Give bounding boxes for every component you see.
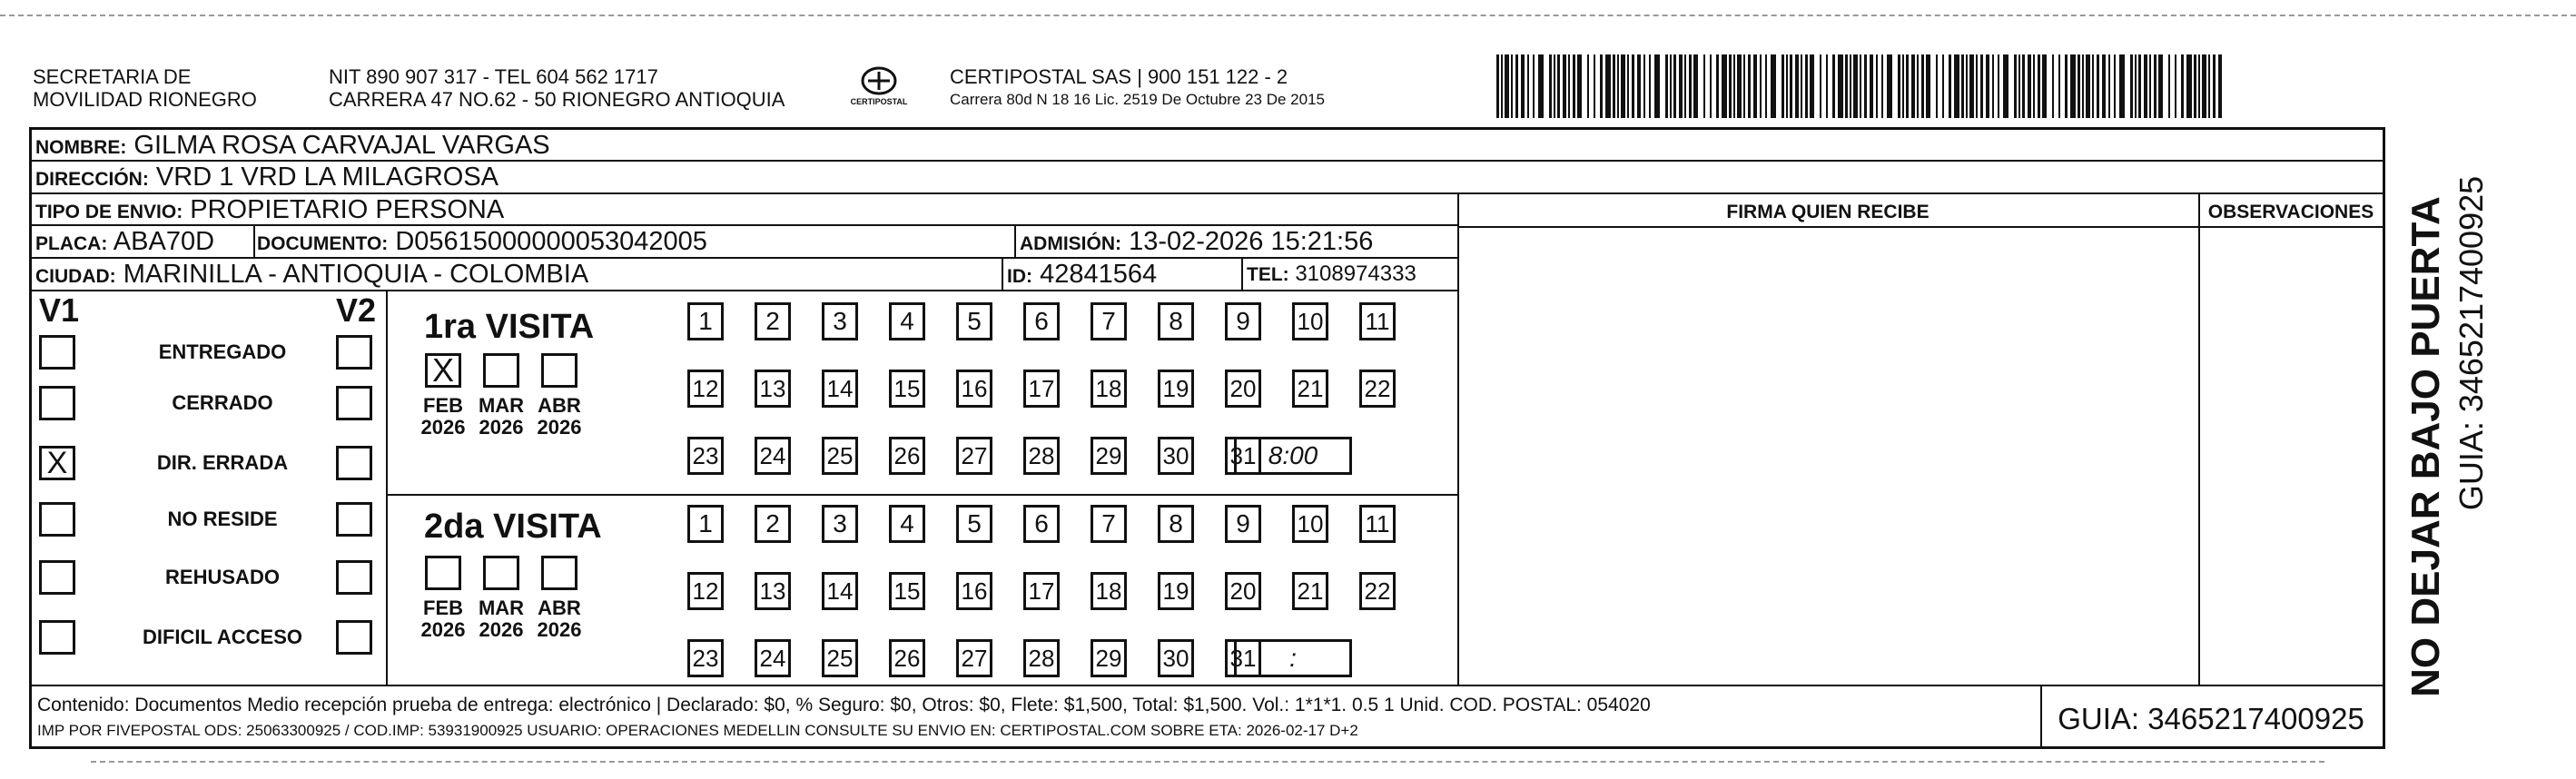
barcode-bar: [2154, 54, 2157, 118]
barcode-bar: [2208, 54, 2210, 118]
barcode-bar: [1801, 54, 1802, 118]
month-checkbox[interactable]: [541, 556, 577, 590]
day-box[interactable]: 7: [1091, 302, 1127, 340]
day-box[interactable]: 31: [1225, 437, 1261, 475]
month-label: [476, 597, 527, 641]
day-box[interactable]: 23: [687, 437, 724, 475]
day-box[interactable]: 11: [1359, 505, 1396, 543]
barcode-bar: [1771, 54, 1776, 118]
barcode-bar: [1753, 54, 1757, 118]
day-box[interactable]: 4: [889, 505, 925, 543]
day-box[interactable]: 28: [1023, 639, 1060, 677]
day-box[interactable]: 1: [687, 302, 724, 340]
month-year: 2026: [537, 618, 582, 641]
month-check-mark: X: [431, 351, 454, 389]
v2-checkbox[interactable]: [336, 620, 372, 655]
barcode-bar: [2097, 54, 2099, 118]
month-label: [534, 395, 585, 439]
barcode-bar: [1554, 54, 1555, 118]
barcode-bar: [1966, 54, 1968, 118]
barcode-bar: [2119, 54, 2125, 118]
barcode-bar: [1549, 54, 1552, 118]
barcode-bar: [2038, 54, 2040, 118]
day-box[interactable]: 15: [889, 572, 925, 610]
day-box[interactable]: 17: [1023, 572, 1060, 610]
barcode-bar: [1670, 54, 1672, 118]
barcode-bar: [1679, 54, 1683, 118]
day-box[interactable]: 29: [1091, 639, 1127, 677]
barcode-bar: [2058, 54, 2060, 118]
month-name: FEB: [423, 394, 463, 417]
barcode-bar: [1743, 54, 1745, 118]
status-label: DIFICIL ACCESO: [142, 626, 302, 648]
day-box[interactable]: 30: [1158, 639, 1194, 677]
divider-placa-doc: [253, 226, 255, 259]
certipostal-logo: [834, 65, 924, 113]
barcode-bar: [1613, 54, 1615, 118]
month-year: 2026: [479, 416, 524, 439]
divider-ciudad-id: [1002, 259, 1003, 291]
barcode-bar: [1649, 54, 1651, 118]
barcode-bar: [2102, 54, 2106, 118]
v1-checkbox[interactable]: [39, 560, 75, 595]
tipo-value: PROPIETARIO PERSONA: [190, 195, 505, 224]
barcode-bar: [1515, 54, 1518, 118]
day-box[interactable]: 19: [1158, 572, 1194, 610]
status-label: ENTREGADO: [158, 340, 287, 363]
tel-value: 3108974333: [1295, 261, 1416, 286]
footer-guia: GUIA: 3465217400925: [2058, 702, 2364, 735]
barcode-bar: [2078, 54, 2080, 118]
divider-checklist: [386, 291, 388, 685]
month-checkbox[interactable]: [483, 353, 519, 388]
nombre-label: NOMBRE:: [35, 137, 127, 158]
barcode-bar: [1505, 54, 1509, 118]
day-box[interactable]: 18: [1091, 370, 1127, 408]
placa-label: PLACA:: [35, 233, 108, 254]
barcode-bar: [2108, 54, 2110, 118]
day-box[interactable]: 27: [956, 437, 992, 475]
barcode-bar: [1870, 54, 1873, 118]
month-name: ABR: [538, 394, 581, 417]
barcode-bar: [1568, 54, 1570, 118]
barcode-bar: [1573, 54, 1575, 118]
barcode-bar: [1521, 54, 1525, 118]
tipo-label: TIPO DE ENVIO:: [35, 202, 183, 222]
direccion-label: DIRECCIÓN:: [35, 169, 149, 190]
observaciones-label: OBSERVACIONES: [2207, 202, 2374, 222]
barcode-bar: [1496, 54, 1499, 118]
issuer-line1: SECRETARIA DE: [33, 65, 192, 88]
time-box[interactable]: :: [1234, 639, 1352, 677]
day-box[interactable]: 21: [1292, 572, 1328, 610]
barcode-bar: [1845, 54, 1848, 118]
barcode-bar: [1887, 54, 1892, 118]
month-checkbox[interactable]: [541, 353, 577, 388]
barcode-bar: [1786, 54, 1788, 118]
barcode-bar: [2070, 54, 2076, 118]
barcode: [1496, 54, 2234, 118]
admision-label: ADMISIÓN:: [1020, 233, 1121, 254]
day-box[interactable]: 13: [755, 370, 791, 408]
barcode-bar: [2003, 54, 2008, 118]
day-box[interactable]: 2: [755, 302, 791, 340]
barcode-bar: [1737, 54, 1742, 118]
day-box[interactable]: 2: [755, 505, 791, 543]
ciudad-label: CIUDAD:: [35, 266, 116, 287]
barcode-bar: [1986, 54, 1989, 118]
day-box[interactable]: 15: [889, 370, 925, 408]
barcode-bar: [1921, 54, 1924, 118]
barcode-bar: [1538, 54, 1544, 118]
v2-checkbox[interactable]: [336, 386, 372, 420]
row-direccion: [32, 162, 2383, 194]
barcode-bar: [1860, 54, 1861, 118]
v1-checkbox[interactable]: [39, 502, 75, 537]
nit-line2: CARRERA 47 NO.62 - 50 RIONEGRO ANTIOQUIA: [329, 88, 785, 111]
barcode-bar: [1826, 54, 1828, 118]
logo-text: CERTIPOSTAL: [850, 97, 908, 106]
direccion-value: VRD 1 VRD LA MILAGROSA: [155, 163, 499, 192]
v2-checkbox[interactable]: [336, 560, 372, 595]
barcode-bar: [1850, 54, 1851, 118]
day-box[interactable]: 8: [1158, 302, 1194, 340]
barcode-bar: [2158, 54, 2163, 118]
barcode-bar: [1729, 54, 1732, 118]
day-box[interactable]: 9: [1225, 302, 1261, 340]
barcode-bar: [1689, 54, 1692, 118]
v1-label: V1: [39, 291, 80, 329]
barcode-bar: [2033, 54, 2035, 118]
divider-visits: [386, 494, 1457, 496]
ciudad-value: MARINILLA - ANTIOQUIA - COLOMBIA: [123, 260, 589, 289]
day-box[interactable]: 9: [1225, 505, 1261, 543]
barcode-bar: [1665, 54, 1668, 118]
day-box[interactable]: 1: [687, 505, 724, 543]
second-visit-title: 2da VISITA: [424, 508, 602, 546]
day-box[interactable]: 22: [1359, 370, 1396, 408]
v2-label: V2: [336, 291, 377, 329]
day-box[interactable]: 7: [1091, 505, 1127, 543]
barcode-bar: [1684, 54, 1686, 118]
divider-id-tel: [1241, 259, 1243, 291]
month-label: [418, 597, 469, 641]
id-field: [1007, 259, 1157, 292]
barcode-bar: [1810, 54, 1814, 118]
day-box[interactable]: 30: [1158, 437, 1194, 475]
barcode-bar: [1632, 54, 1634, 118]
carrier-line2: Carrera 80d N 18 16 Lic. 2519 De Octubre 23 De 2015: [950, 91, 1325, 108]
day-box[interactable]: 21: [1292, 370, 1328, 408]
barcode-bar: [1621, 54, 1625, 118]
day-box[interactable]: 31: [1225, 639, 1261, 677]
day-box[interactable]: 10: [1292, 302, 1328, 340]
month-name: MAR: [478, 597, 525, 619]
barcode-bar: [1693, 54, 1698, 118]
month-checkbox[interactable]: [425, 556, 461, 590]
barcode-bar: [1898, 54, 1900, 118]
barcode-bar: [1838, 54, 1843, 118]
barcode-bar: [2082, 54, 2084, 118]
barcode-bar: [1820, 54, 1821, 118]
v2-checkbox[interactable]: [336, 335, 372, 370]
footer-content: Contenido: Documentos Medio recepción prueba de entrega: electrónico | Declarado: $0, % Seguro: $0, Otros: $0, Flete: $1,500, Total: $1,500. Vol.: 1*1*1. 0.5 1 Unid. COD. POSTAL: 054020: [37, 695, 1651, 715]
barcode-bar: [2144, 54, 2147, 118]
day-box[interactable]: 24: [755, 639, 791, 677]
day-box[interactable]: 27: [956, 639, 992, 677]
barcode-bar: [1980, 54, 1983, 118]
admision-field: [1020, 226, 1373, 260]
month-label: [418, 395, 469, 439]
day-box[interactable]: 6: [1023, 302, 1060, 340]
barcode-bar: [1563, 54, 1566, 118]
barcode-bar: [1637, 54, 1641, 118]
id-label: ID:: [1007, 266, 1032, 287]
month-checkbox[interactable]: [425, 353, 461, 388]
delivery-form: [29, 127, 2385, 749]
barcode-bar: [2138, 54, 2141, 118]
issuer-nit: [329, 65, 785, 111]
barcode-bar: [2186, 54, 2192, 118]
row-tipo: [32, 194, 1457, 226]
day-box[interactable]: 20: [1225, 572, 1261, 610]
barcode-bar: [1765, 54, 1767, 118]
v1-checkbox[interactable]: [39, 335, 75, 370]
barcode-bar: [2149, 54, 2151, 118]
barcode-bar: [1605, 54, 1611, 118]
barcode-bar: [2202, 54, 2206, 118]
barcode-bar: [2175, 54, 2176, 118]
status-label: CERRADO: [172, 391, 273, 414]
barcode-bar: [1906, 54, 1909, 118]
day-box[interactable]: 22: [1359, 572, 1396, 610]
barcode-bar: [1722, 54, 1727, 118]
month-year: 2026: [420, 618, 466, 641]
month-name: FEB: [423, 597, 463, 619]
row-nombre: [32, 130, 2383, 162]
month-year: 2026: [420, 416, 466, 439]
v1-checkbox[interactable]: [39, 620, 75, 655]
barcode-bar: [2042, 54, 2047, 118]
firma-label: FIRMA QUIEN RECIBE: [1726, 202, 1930, 222]
month-year: 2026: [537, 416, 582, 439]
barcode-bar: [2194, 54, 2196, 118]
month-label: [534, 597, 585, 641]
barcode-bar: [2065, 54, 2068, 118]
barcode-bar: [2168, 54, 2170, 118]
barcode-bar: [1527, 54, 1529, 118]
barcode-bar: [1949, 54, 1951, 118]
barcode-bar: [1976, 54, 1978, 118]
day-box[interactable]: 26: [889, 639, 925, 677]
barcode-bar: [1790, 54, 1792, 118]
status-label: NO RESIDE: [167, 508, 278, 530]
nit-line1: NIT 890 907 317 - TEL 604 562 1717: [329, 65, 658, 88]
barcode-bar: [2218, 54, 2222, 118]
documento-label: DOCUMENTO:: [257, 233, 389, 254]
issuer-name: [33, 65, 257, 111]
time-box[interactable]: 8:00: [1234, 437, 1352, 475]
month-label: [476, 395, 527, 439]
barcode-bar: [1805, 54, 1808, 118]
day-box[interactable]: 5: [956, 302, 992, 340]
placa-value: ABA70D: [113, 227, 215, 256]
barcode-bar: [1902, 54, 1904, 118]
divider-footer: [32, 685, 2383, 686]
status-label: REHUSADO: [165, 566, 280, 588]
day-box[interactable]: 16: [956, 370, 992, 408]
barcode-bar: [1795, 54, 1799, 118]
barcode-bar: [1748, 54, 1751, 118]
barcode-bar: [1557, 54, 1560, 118]
barcode-bar: [2022, 54, 2025, 118]
barcode-bar: [1926, 54, 1930, 118]
v1-checkbox[interactable]: [39, 386, 75, 420]
day-box[interactable]: 3: [822, 302, 858, 340]
barcode-bar: [1781, 54, 1784, 118]
v1-checkbox[interactable]: [39, 446, 75, 480]
barcode-bar: [2130, 54, 2133, 118]
barcode-bar: [1617, 54, 1619, 118]
month-name: ABR: [538, 597, 581, 619]
barcode-bar: [2198, 54, 2200, 118]
barcode-bar: [1942, 54, 1944, 118]
day-box[interactable]: 4: [889, 302, 925, 340]
day-box[interactable]: 13: [755, 572, 791, 610]
admision-value: 13-02-2026 15:21:56: [1129, 227, 1374, 256]
side-guia: GUIA: 3465217400925: [2453, 175, 2490, 511]
barcode-bar: [2086, 54, 2090, 118]
barcode-bar: [1673, 54, 1676, 118]
barcode-bar: [2028, 54, 2031, 118]
barcode-bar: [1954, 54, 1959, 118]
barcode-bar: [1917, 54, 1919, 118]
day-box[interactable]: 12: [687, 572, 724, 610]
issuer-line2: MOVILIDAD RIONEGRO: [33, 88, 257, 111]
barcode-bar: [2213, 54, 2216, 118]
tel-label: TEL:: [1247, 264, 1289, 285]
barcode-bar: [1600, 54, 1603, 118]
month-name: MAR: [478, 394, 525, 417]
side-warning: NO DEJAR BAJO PUERTA: [2403, 196, 2448, 697]
barcode-bar: [1710, 54, 1712, 118]
v2-checkbox[interactable]: [336, 502, 372, 537]
documento-value: D05615000000053042005: [395, 227, 707, 256]
day-box[interactable]: 18: [1091, 572, 1127, 610]
divider-firma: [1457, 194, 1459, 685]
barcode-bar: [2014, 54, 2017, 118]
day-box[interactable]: 6: [1023, 505, 1060, 543]
barcode-bar: [1992, 54, 1994, 118]
day-box[interactable]: 24: [755, 437, 791, 475]
footer-print-info: IMP POR FIVEPOSTAL ODS: 25063300925 / COD.IMP: 53931900925 USUARIO: OPERACIONES MEDELLIN CONSULTE SU ENVIO EN: CERTIPOSTAL.COM SOBRE ETA: 2026-02-17 D+2: [37, 722, 1358, 739]
barcode-bar: [1577, 54, 1582, 118]
barcode-bar: [1998, 54, 1999, 118]
day-box[interactable]: 5: [956, 505, 992, 543]
day-box[interactable]: 29: [1091, 437, 1127, 475]
barcode-bar: [1760, 54, 1762, 118]
day-box[interactable]: 23: [687, 639, 724, 677]
v2-checkbox[interactable]: [336, 446, 372, 480]
day-box[interactable]: 10: [1292, 505, 1328, 543]
cut-line-bottom: [91, 761, 2324, 763]
barcode-bar: [1501, 54, 1503, 118]
month-checkbox[interactable]: [483, 556, 519, 590]
day-box[interactable]: 16: [956, 572, 992, 610]
first-visit-title: 1ra VISITA: [424, 308, 595, 346]
barcode-bar: [1627, 54, 1629, 118]
divider-doc-admision: [1014, 226, 1016, 259]
barcode-bar: [2052, 54, 2054, 118]
documento-field: [257, 226, 707, 260]
barcode-bar: [1703, 54, 1705, 118]
day-box[interactable]: 14: [822, 572, 858, 610]
barcode-bar: [1881, 54, 1883, 118]
barcode-bar: [1969, 54, 1974, 118]
day-box[interactable]: 19: [1158, 370, 1194, 408]
month-year: 2026: [479, 618, 524, 641]
barcode-bar: [2114, 54, 2116, 118]
id-value: 42841564: [1040, 260, 1158, 289]
barcode-bar: [1733, 54, 1735, 118]
barcode-bar: [1716, 54, 1719, 118]
day-box[interactable]: 25: [822, 639, 858, 677]
barcode-bar: [1936, 54, 1938, 118]
barcode-bar: [1853, 54, 1858, 118]
divider-obs: [2198, 194, 2200, 685]
barcode-bar: [2092, 54, 2094, 118]
divider-firma-header: [1457, 226, 2383, 228]
carrier-info: [950, 65, 1325, 111]
barcode-bar: [1533, 54, 1535, 118]
day-box[interactable]: 17: [1023, 370, 1060, 408]
barcode-bar: [2018, 54, 2020, 118]
carrier-line1: CERTIPOSTAL SAS | 900 151 122 - 2: [950, 65, 1288, 88]
day-box[interactable]: 14: [822, 370, 858, 408]
day-box[interactable]: 11: [1359, 302, 1396, 340]
barcode-bar: [1594, 54, 1595, 118]
day-box[interactable]: 3: [822, 505, 858, 543]
day-box[interactable]: 20: [1225, 370, 1261, 408]
barcode-bar: [1643, 54, 1645, 118]
row-placa: [32, 226, 1457, 259]
status-label: DIR. ERRADA: [156, 451, 289, 474]
cut-line-top: [0, 15, 2576, 16]
day-box[interactable]: 28: [1023, 437, 1060, 475]
day-box[interactable]: 8: [1158, 505, 1194, 543]
barcode-bar: [1876, 54, 1878, 118]
barcode-bar: [1511, 54, 1513, 118]
barcode-bar: [1961, 54, 1964, 118]
row-ciudad: [32, 259, 1457, 291]
barcode-bar: [1832, 54, 1835, 118]
barcode-bar: [1587, 54, 1589, 118]
v1-check-mark: X: [46, 446, 68, 480]
barcode-bar: [2135, 54, 2137, 118]
barcode-bar: [1864, 54, 1867, 118]
tel-field: [1247, 259, 1416, 291]
day-box[interactable]: 12: [687, 370, 724, 408]
barcode-bar: [1654, 54, 1660, 118]
day-box[interactable]: 25: [822, 437, 858, 475]
day-box[interactable]: 26: [889, 437, 925, 475]
barcode-bar: [1911, 54, 1915, 118]
nombre-value: GILMA ROSA CARVAJAL VARGAS: [133, 131, 550, 160]
logo-icon: [860, 65, 898, 96]
barcode-bar: [2181, 54, 2184, 118]
